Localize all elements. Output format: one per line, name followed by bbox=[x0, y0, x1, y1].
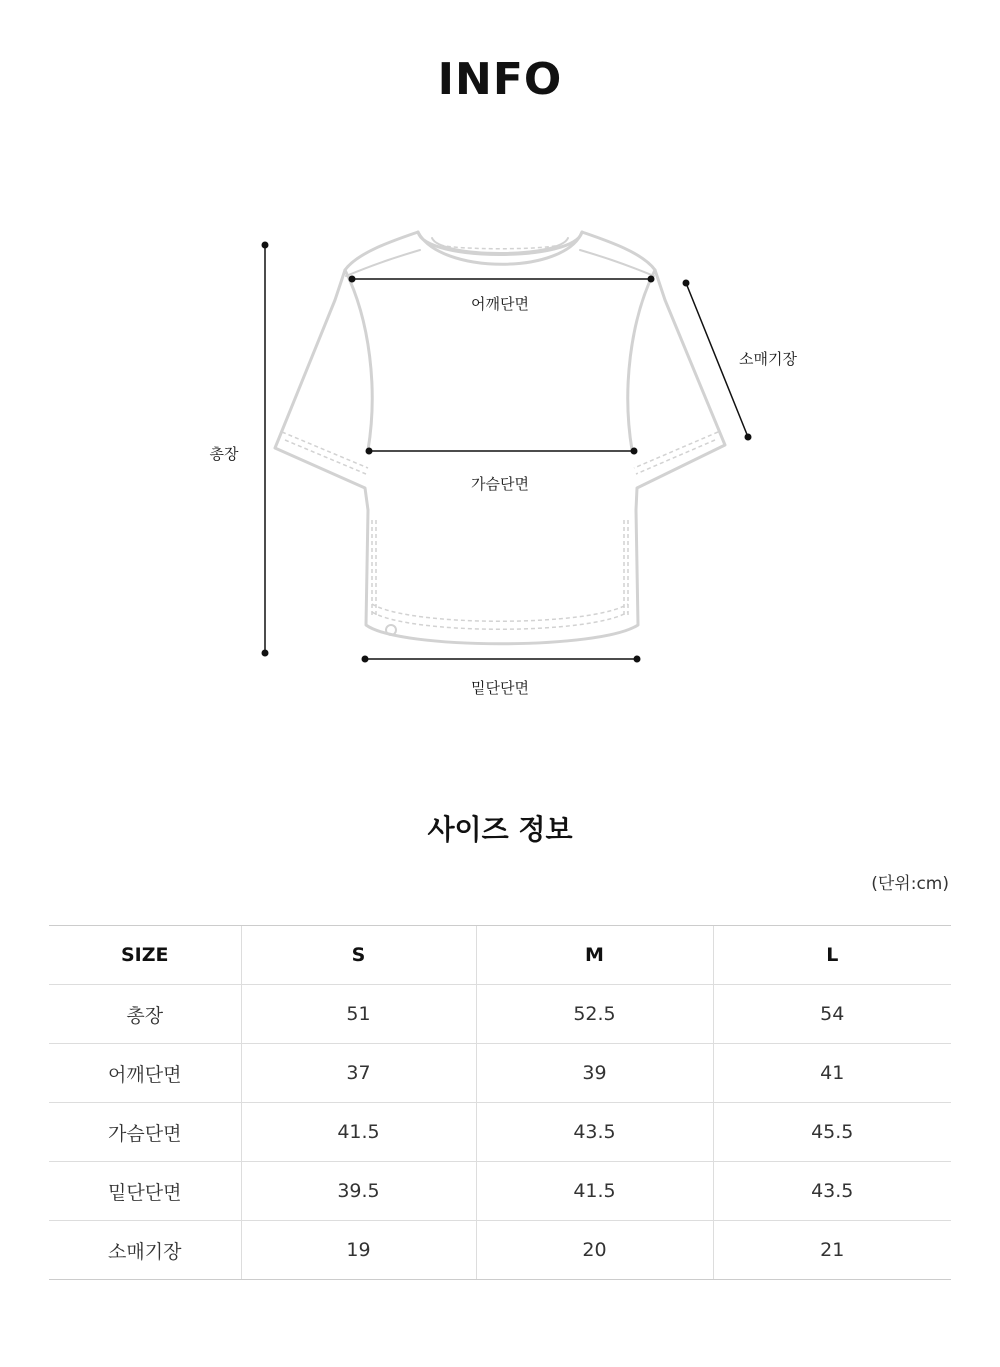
row-label: 밑단단면 bbox=[49, 1162, 241, 1221]
cell-value: 41.5 bbox=[476, 1162, 713, 1221]
size-table bbox=[49, 925, 951, 1280]
label-chest: 가슴단면 bbox=[471, 475, 529, 493]
right-shoulder-seam bbox=[580, 250, 654, 276]
page-title: INFO bbox=[437, 54, 563, 105]
table-row bbox=[49, 985, 951, 1044]
left-armhole-seam bbox=[345, 270, 372, 450]
label-shoulder: 어깨단면 bbox=[471, 295, 529, 313]
label-hem: 밑단단면 bbox=[471, 679, 529, 697]
row-label: 어깨단면 bbox=[49, 1044, 241, 1103]
header-size: SIZE bbox=[49, 926, 241, 985]
table-header-row bbox=[49, 926, 951, 985]
row-label: 총장 bbox=[49, 985, 241, 1044]
size-info-title: 사이즈 정보 bbox=[427, 813, 573, 846]
tshirt-outline bbox=[275, 232, 725, 644]
cell-value: 19 bbox=[241, 1221, 476, 1280]
cell-value: 54 bbox=[713, 985, 951, 1044]
table-row bbox=[49, 1162, 951, 1221]
label-sleeve: 소매기장 bbox=[739, 350, 797, 368]
cell-value: 41 bbox=[713, 1044, 951, 1103]
table-row bbox=[49, 1103, 951, 1162]
tshirt-illustration bbox=[275, 232, 725, 644]
table-row bbox=[49, 1221, 951, 1280]
left-shoulder-seam bbox=[346, 250, 420, 276]
cell-value: 43.5 bbox=[476, 1103, 713, 1162]
label-total-length: 총장 bbox=[209, 445, 239, 463]
cell-value: 37 bbox=[241, 1044, 476, 1103]
header-m: M bbox=[476, 926, 713, 985]
row-label: 가슴단면 bbox=[49, 1103, 241, 1162]
cell-value: 21 bbox=[713, 1221, 951, 1280]
cell-value: 52.5 bbox=[476, 985, 713, 1044]
cell-value: 39.5 bbox=[241, 1162, 476, 1221]
header-s: S bbox=[241, 926, 476, 985]
cell-value: 20 bbox=[476, 1221, 713, 1280]
header-l: L bbox=[713, 926, 951, 985]
cell-value: 51 bbox=[241, 985, 476, 1044]
cell-value: 45.5 bbox=[713, 1103, 951, 1162]
cell-value: 43.5 bbox=[713, 1162, 951, 1221]
table-row bbox=[49, 1044, 951, 1103]
cell-value: 41.5 bbox=[241, 1103, 476, 1162]
cell-value: 39 bbox=[476, 1044, 713, 1103]
unit-note: (단위:cm) bbox=[871, 874, 949, 894]
right-armhole-seam bbox=[628, 270, 655, 450]
row-label: 소매기장 bbox=[49, 1221, 241, 1280]
collar-outer bbox=[418, 232, 582, 255]
